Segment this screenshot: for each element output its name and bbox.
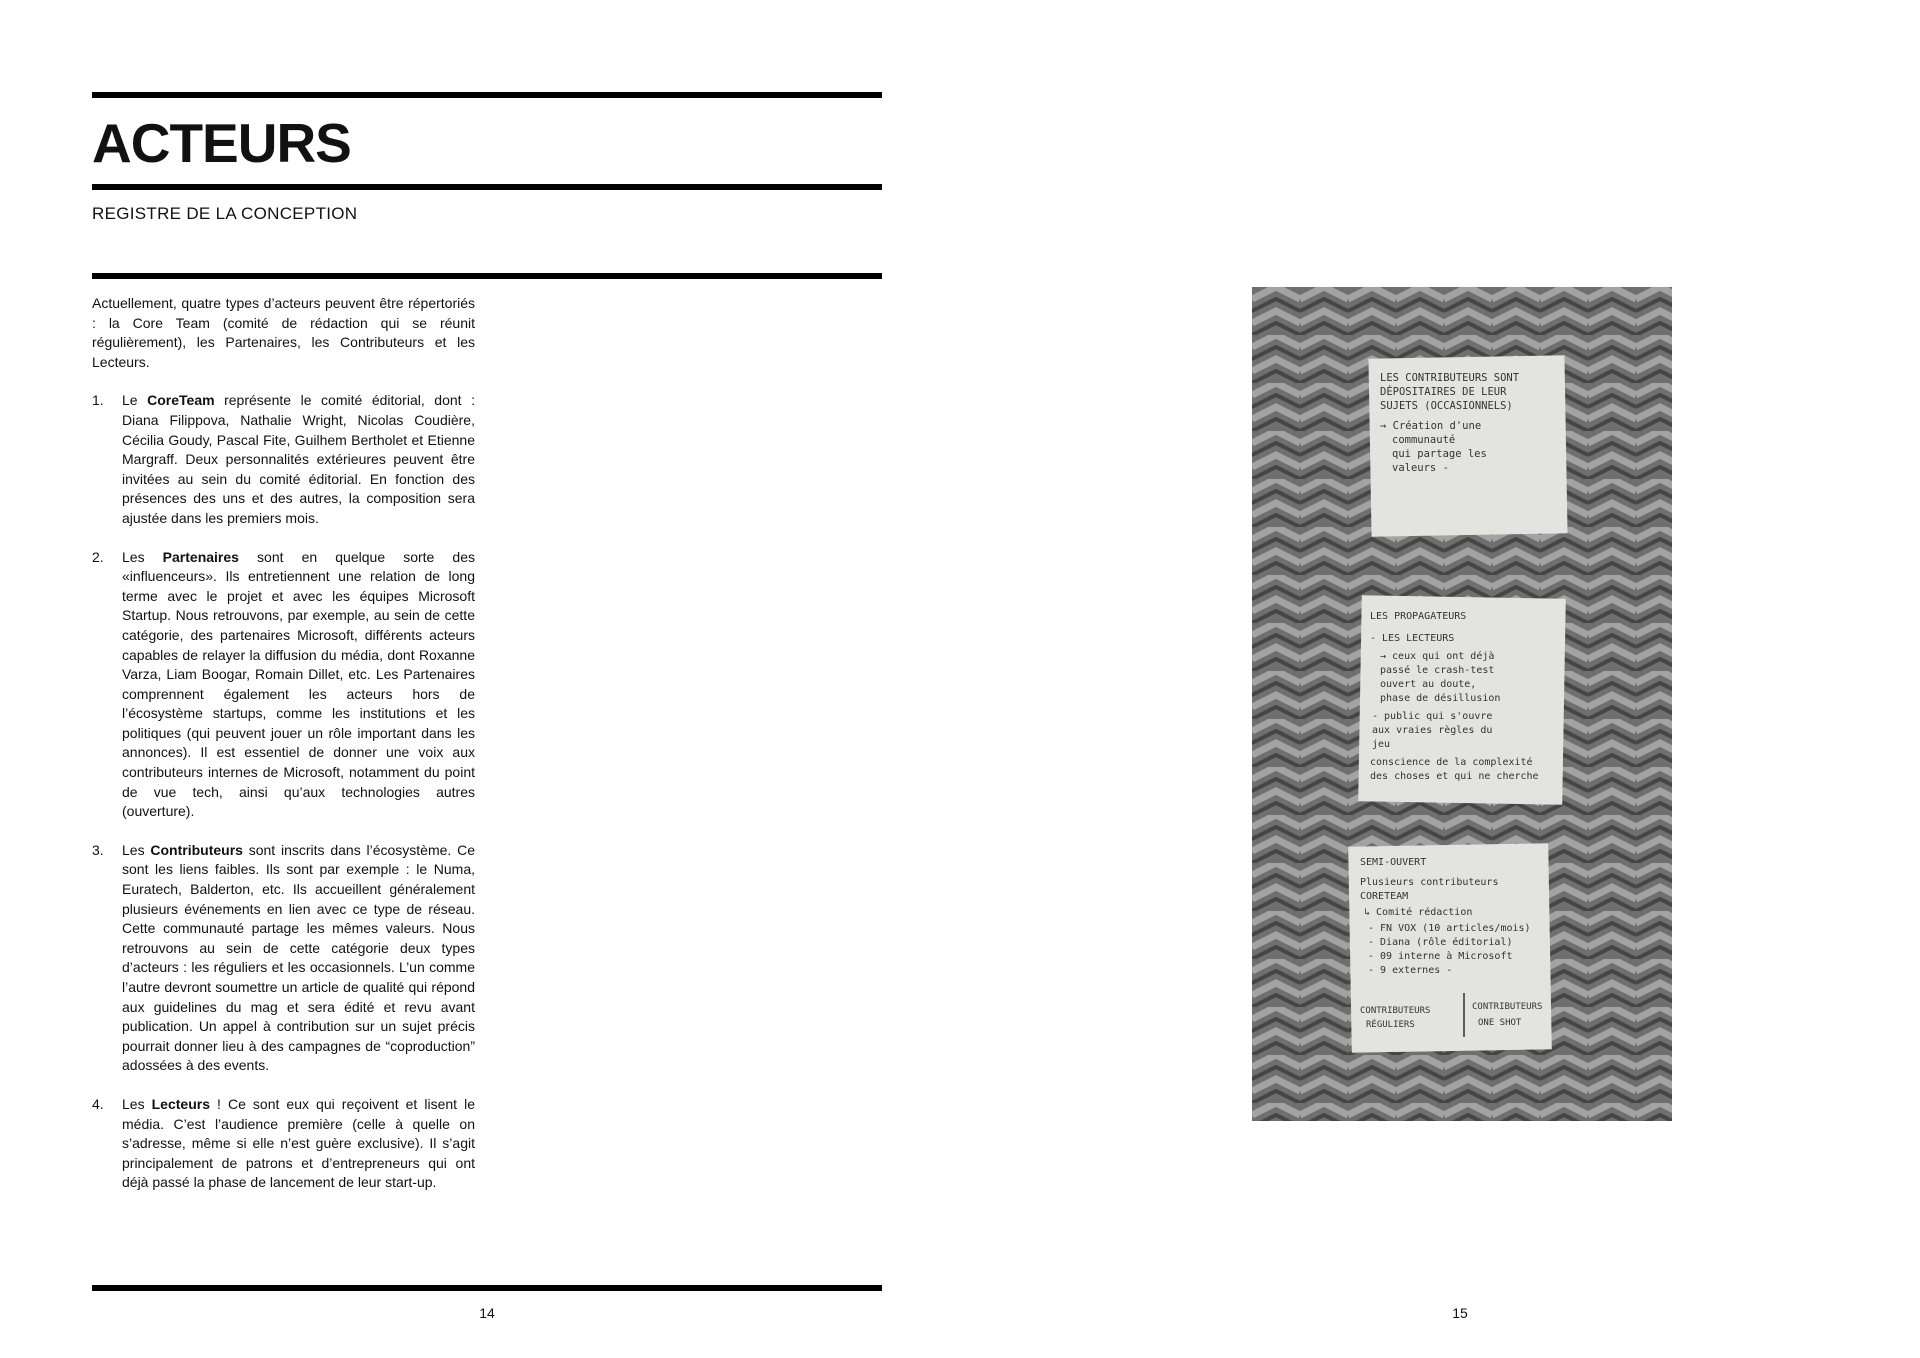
list-item (92, 1095, 475, 1193)
note-line: conscience de la complexité (1370, 757, 1533, 768)
title-top-rule (92, 92, 882, 98)
note-line: - FN VOX (10 articles/mois) (1368, 923, 1531, 934)
note-line: CONTRIBUTEURS (1360, 1006, 1431, 1016)
note-line: - 09 interne à Microsoft (1368, 951, 1513, 962)
sticky-note-2 (1358, 595, 1566, 805)
list-item-text (122, 1095, 475, 1193)
page-title: ACTEURS (92, 112, 351, 174)
list-item-keyword: Lecteurs (151, 1095, 210, 1112)
note-line: LES PROPAGATEURS (1370, 611, 1467, 622)
section-subtitle: REGISTRE DE LA CONCEPTION (92, 204, 358, 223)
list-item (92, 841, 475, 1076)
list-item-lead: Les (122, 548, 163, 565)
sticky-note-3 (1348, 843, 1552, 1052)
note-line: ouvert au doute, (1380, 679, 1477, 690)
list-item-description: ! Ce sont eux qui reçoivent et lisent le média. C’est l’audience première (celle à quelle on s’adresse, même si elle n’est guère exclusive). Il s’agit principalement de patrons et d’entrepreneurs qui ont déjà passé la phase de lancement de leur start-up. (122, 1095, 475, 1191)
list-item-number: 3. (92, 841, 104, 858)
note-line: des choses et qui ne cherche (1370, 771, 1539, 782)
list-item-keyword: Contributeurs (150, 841, 243, 858)
list-item-lead: Le (122, 392, 148, 409)
list-item-number: 1. (92, 392, 104, 409)
note-line: communauté (1392, 434, 1456, 446)
body-top-rule (92, 273, 882, 279)
list-item (92, 391, 475, 528)
list-item-number: 2. (92, 548, 104, 565)
sticky-note-1 (1368, 355, 1567, 536)
note-line: DÉPOSITAIRES DE LEUR (1380, 386, 1507, 398)
note-line: RÉGULIERS (1366, 1020, 1415, 1030)
note-line: SUJETS (OCCASIONNELS) (1380, 400, 1513, 412)
list-item-number: 4. (92, 1095, 104, 1112)
note-line: qui partage les (1392, 448, 1487, 460)
note-line: passé le crash-test (1380, 665, 1495, 676)
list-item-description: représente le comité éditorial, dont : Diana Filippova, Nathalie Wright, Nicolas Coudière, Cécilia Goudy, Pascal Fite, Guilhem Bertholet et Etienne Margraff. Deux personnalités extérieures peuvent être invitées au sein du comité éditorial. En fonction des présences des uns et des autres, la composition sera ajustée dans les premiers mois. (122, 392, 475, 526)
intro-paragraph: Actuellement, quatre types d’acteurs peuvent être répertoriés : la Core Team (comité de rédaction qui se réunit régulièrement), les Partenaires, les Contributeurs et les Lecteurs. (92, 295, 475, 370)
note-line: Plusieurs contributeurs (1360, 877, 1499, 888)
list-item-description: sont en quelque sorte des «influenceurs». Ils entretiennent une relation de long terme avec le projet et avec les équipes Microsoft Startup. Nous retrouvons, par exemple, au sein de cette catégorie, des partenaires Microsoft, différents acteurs capables de relayer la diffusion du média, dont Roxanne Varza, Liam Boogar, Romain Dillet, etc. Les Partenaires comprennent également les acteurs hors de l’écosystème startups, comme les institutions et les politiques (qui peuvent jouer un rôle important dans les annonces). Il est essentiel de donner une voix aux contributeurs internes de Microsoft, notamment du point de vue tech, ainsi qu’aux technologies autres (ouverture). (122, 548, 475, 820)
footer-rule (92, 1285, 882, 1291)
note-line: valeurs - (1392, 462, 1449, 474)
list-item-lead: Les (122, 1095, 152, 1112)
actor-list (92, 391, 475, 1193)
note-line: CORETEAM (1360, 891, 1409, 902)
list-item-text (122, 391, 475, 528)
note-line: jeu (1372, 739, 1391, 750)
sticky-notes-photo (1252, 287, 1672, 1121)
note-line: SEMI-OUVERT (1360, 857, 1427, 868)
note-line: - 9 externes - (1368, 965, 1453, 976)
note-line: ONE SHOT (1478, 1018, 1522, 1028)
note-line: aux vraies règles du (1372, 725, 1493, 736)
title-bottom-rule (92, 184, 882, 190)
note-line: → ceux qui ont déjà (1380, 651, 1495, 662)
page-number-left: 14 (479, 1305, 495, 1321)
note-line: CONTRIBUTEURS (1472, 1002, 1543, 1012)
note-line: - LES LECTEURS (1370, 633, 1455, 644)
note-line: LES CONTRIBUTEURS SONT (1380, 372, 1520, 384)
note-line: - Diana (rôle éditorial) (1368, 937, 1513, 948)
note-line: → Création d'une (1380, 420, 1482, 432)
list-item (92, 548, 475, 822)
list-item-keyword: Partenaires (162, 548, 239, 565)
list-item-lead: Les (122, 841, 151, 858)
body-text-column (92, 294, 475, 1212)
note-line: ↳ Comité rédaction (1364, 907, 1473, 918)
note-line: - public qui s'ouvre (1372, 711, 1493, 722)
list-item-keyword: CoreTeam (147, 392, 215, 409)
list-item-description: sont inscrits dans l’écosystème. Ce sont les liens faibles. Ils sont par exemple : le Numa, Euratech, Balderton, etc. Ils accueillent généralement plusieurs événements en lien avec ce type de réseau. Cette communauté partage les mêmes valeurs. Nous retrouvons au sein de cette catégorie deux types d’acteurs : les réguliers et les occasionnels. L’un comme l’autre devront soumettre un article de qualité qui répond aux guidelines du mag et sera édité et revu avant publication. Un appel à contribution sur un sujet précis pourrait donner lieu à des campagnes de “coproduction” adossées à des events. (122, 841, 475, 1074)
page-number-right: 15 (1452, 1305, 1468, 1321)
list-item-text (122, 548, 475, 822)
list-item-text (122, 841, 475, 1076)
note-line: phase de désillusion (1380, 693, 1501, 704)
